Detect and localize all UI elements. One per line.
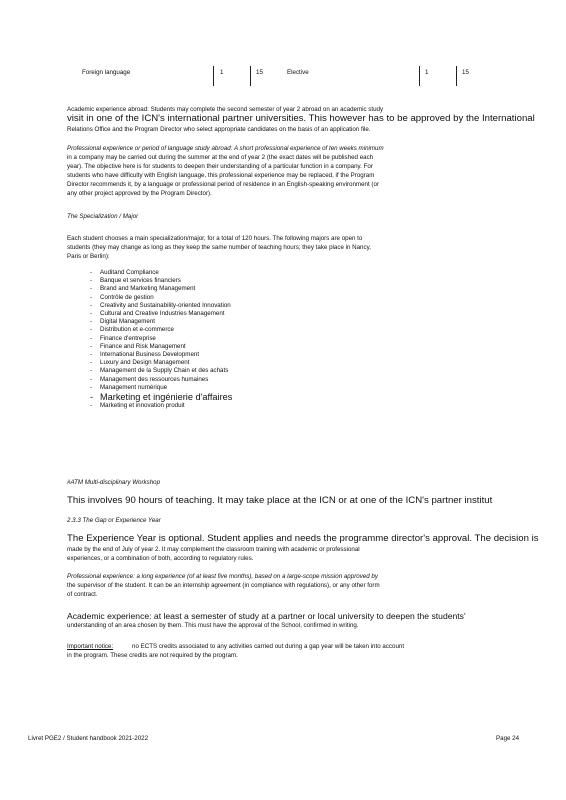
table-divider xyxy=(213,66,214,86)
table-divider xyxy=(250,66,251,86)
atm-heading: #ATM Multi-disciplinary Workshop xyxy=(67,479,161,486)
gap-academic-line: Academic experience: at least a semester of study at a partner or local university to deepen the students' xyxy=(67,611,466,621)
important-notice-line: in the program. These credits are not required by the program. xyxy=(67,652,238,659)
list-item: - International Business Development xyxy=(90,351,232,359)
list-item: - Cultural and Creative Industries Management xyxy=(90,310,232,318)
professional-line: Professional experience or period of language study abroad: A short professional experience of ten weeks minimum xyxy=(67,145,384,152)
course-number: 1 xyxy=(425,69,429,76)
atm-line: This involves 90 hours of teaching. It may take place at the ICN or at one of the ICN's partner institut xyxy=(67,495,493,506)
course-elective: Elective xyxy=(287,69,309,76)
list-item: - Distribution et e-commerce xyxy=(90,326,232,334)
list-item: - Banque et services financiers xyxy=(90,277,232,285)
course-credits: 15 xyxy=(462,69,469,76)
important-notice-label: Important notice: xyxy=(67,643,114,650)
list-item: - Finance d'entreprise xyxy=(90,335,232,343)
academic-abroad-line: visit in one of the ICN's international partner universities. This however has to be approved by the International xyxy=(67,113,535,124)
list-item: - Brand and Marketing Management xyxy=(90,285,232,293)
list-item: - Marketing et ingénierie d'affaires xyxy=(90,392,232,402)
gap-professional-line: of contract. xyxy=(67,591,98,598)
gap-heading: 2.3.3 The Gap or Experience Year xyxy=(67,517,161,524)
academic-abroad-line: Relations Office and the Program Director who select appropriate candidates on the basis of an application file. xyxy=(67,126,371,133)
professional-line: students who have difficulty with English language, this professional experience may be replaced, if the Program xyxy=(67,172,375,179)
important-notice-line: no ECTS credits associated to any activities carried out during a gap year will be taken into account xyxy=(132,643,405,650)
list-item: - Management numérique xyxy=(90,384,232,392)
gap-professional-line: Professional experience: a long experience (of at least five months), based on a large-scope mission approved by xyxy=(67,573,378,580)
professional-line: any other project approved by the Program Director). xyxy=(67,190,212,197)
list-item: - Digital Management xyxy=(90,318,232,326)
gap-line: made by the end of July of year 2. It may complement the classroom training with academic or professional xyxy=(67,546,360,553)
specialization-line: students (they may change as long as they keep the same number of teaching hours; they take place in Nancy, xyxy=(67,244,371,251)
professional-line: Director recommends it, by a language or professional period of residence in an English-speaking environment (or xyxy=(67,181,379,188)
specialization-line: Each student chooses a main specialization/major, for a total of 120 hours. The following majors are open to xyxy=(67,235,363,242)
gap-line: experiences, or a combination of both, according to regulatory rules. xyxy=(67,555,254,562)
academic-abroad-line: Academic experience abroad: Students may complete the second semester of year 2 abroad on an academic study xyxy=(67,106,384,113)
list-item: - Marketing et innovation produit xyxy=(90,402,232,410)
list-item: - Creativity and Sustainability-oriented Innovation xyxy=(90,302,232,310)
gap-line: The Experience Year is optional. Student applies and needs the programme director's approval. The decision is xyxy=(67,533,539,544)
gap-professional-line: the supervisor of the student. It can be an internship agreement (in compliance with regulations), or any other form xyxy=(67,582,380,589)
professional-line: in a company may be carried out during the summer at the end of year 2 (the exact dates will be published each xyxy=(67,154,374,161)
course-credits: 15 xyxy=(256,69,263,76)
specialization-heading: The Specialization / Major xyxy=(67,213,139,220)
specialization-line: Paris or Berlin): xyxy=(67,253,110,260)
table-divider xyxy=(419,66,420,86)
list-item: - Management des ressources humaines xyxy=(90,376,232,384)
majors-list xyxy=(90,269,232,410)
list-item: - Management de la Supply Chain et des achats xyxy=(90,367,232,375)
list-item: - Finance and Risk Management xyxy=(90,343,232,351)
course-foreign-language: Foreign language xyxy=(82,69,131,76)
footer-left: Livret PGE2 / Student handbook 2021-2022 xyxy=(28,735,149,742)
professional-line: year). The objective here is for students to deepen their understanding of a particular function in a company. For xyxy=(67,163,373,170)
footer-page-number: Page 24 xyxy=(496,735,520,742)
gap-academic-line: understanding of an area chosen by them. This must have the approval of the School, confirmed in writing. xyxy=(67,622,359,629)
table-divider xyxy=(456,66,457,86)
list-item: - Luxury and Design Management xyxy=(90,359,232,367)
course-number: 1 xyxy=(220,69,224,76)
list-item: - Auditand Compliance xyxy=(90,269,232,277)
list-item: - Contrôle de gestion xyxy=(90,294,232,302)
